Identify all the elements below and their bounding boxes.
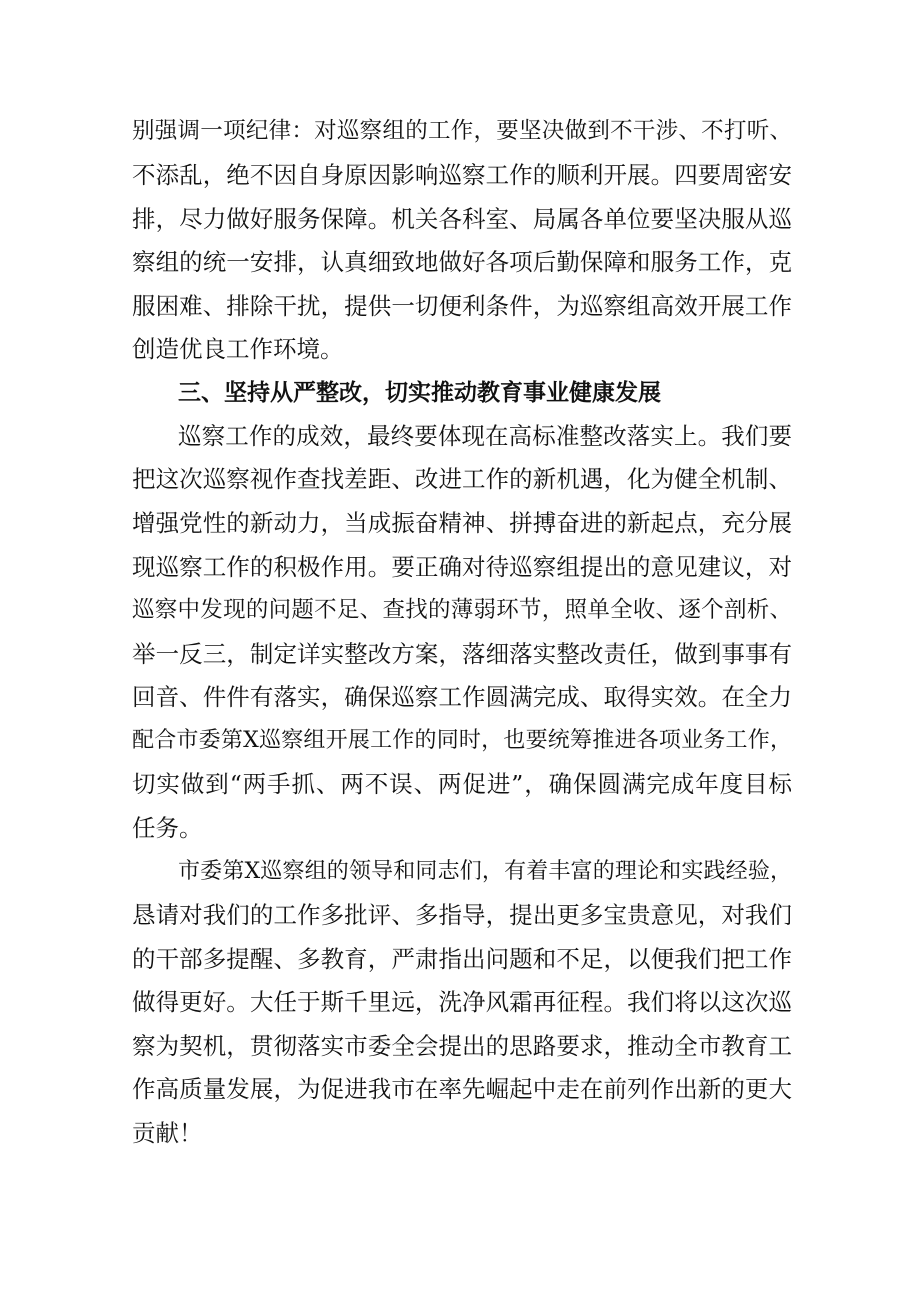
paragraph-line: 做得更好。大任于斯千里远，洗净风霜再征程。我们将以这次巡 (132, 988, 792, 1016)
paragraph-line: 不添乱，绝不因自身原因影响巡察工作的顺利开展。四要周密安 (132, 161, 792, 189)
paragraph-line: 现巡察工作的积极作用。要正确对待巡察组提出的意见建议，对 (132, 553, 792, 581)
paragraph-line: 恳请对我们的工作多批评、多指导，提出更多宝贵意见，对我们 (132, 901, 792, 929)
paragraph-line: 把这次巡察视作查找差距、改进工作的新机遇，化为健全机制、 (132, 465, 792, 493)
paragraph-line: 察组的统一安排，认真细致地做好各项后勤保障和服务工作，克 (132, 248, 792, 276)
paragraph-line: 别强调一项纪律：对巡察组的工作，要坚决做到不干涉、不打听、 (132, 118, 792, 144)
paragraph-line: 察为契机，贯彻落实市委全会提出的思路要求，推动全市教育工 (132, 1032, 792, 1060)
paragraph-line: 创造优良工作环境。 (132, 335, 344, 363)
paragraph-line: 任务。 (132, 814, 203, 842)
paragraph-line: 作高质量发展，为促进我市在率先崛起中走在前列作出新的更大 (132, 1075, 792, 1103)
paragraph-line: 服困难、排除干扰，提供一切便利条件，为巡察组高效开展工作 (132, 292, 792, 320)
section-heading: 三、坚持从严整改，切实推动教育事业健康发展 (178, 380, 661, 406)
paragraph-line: 巡察工作的成效，最终要体现在高标准整改落实上。我们要 (178, 422, 792, 450)
paragraph-line: 贡献！ (132, 1119, 203, 1147)
paragraph-line: 排，尽力做好服务保障。机关各科室、局属各单位要坚决服从巡 (132, 205, 792, 233)
paragraph-line: 回音、件件有落实，确保巡察工作圆满完成、取得实效。在全力 (132, 683, 792, 711)
paragraph-line: 举一反三，制定详实整改方案，落细落实整改责任，做到事事有 (132, 640, 792, 668)
paragraph-line: 的干部多提醒、多教育，严肃指出问题和不足，以便我们把工作 (132, 945, 792, 973)
paragraph-line: 市委第X巡察组的领导和同志们，有着丰富的理论和实践经验， (178, 859, 792, 884)
paragraph-line: 配合市委第X巡察组开展工作的同时，也要统筹推进各项业务工作， (132, 728, 792, 753)
paragraph-line: 增强党性的新动力，当成振奋精神、拼搏奋进的新起点，充分展 (132, 509, 792, 537)
paragraph-line: 切实做到“两手抓、两不误、两促进”，确保圆满完成年度目标 (132, 770, 792, 798)
paragraph-line: 巡察中发现的问题不足、查找的薄弱环节，照单全收、逐个剖析、 (132, 597, 792, 623)
